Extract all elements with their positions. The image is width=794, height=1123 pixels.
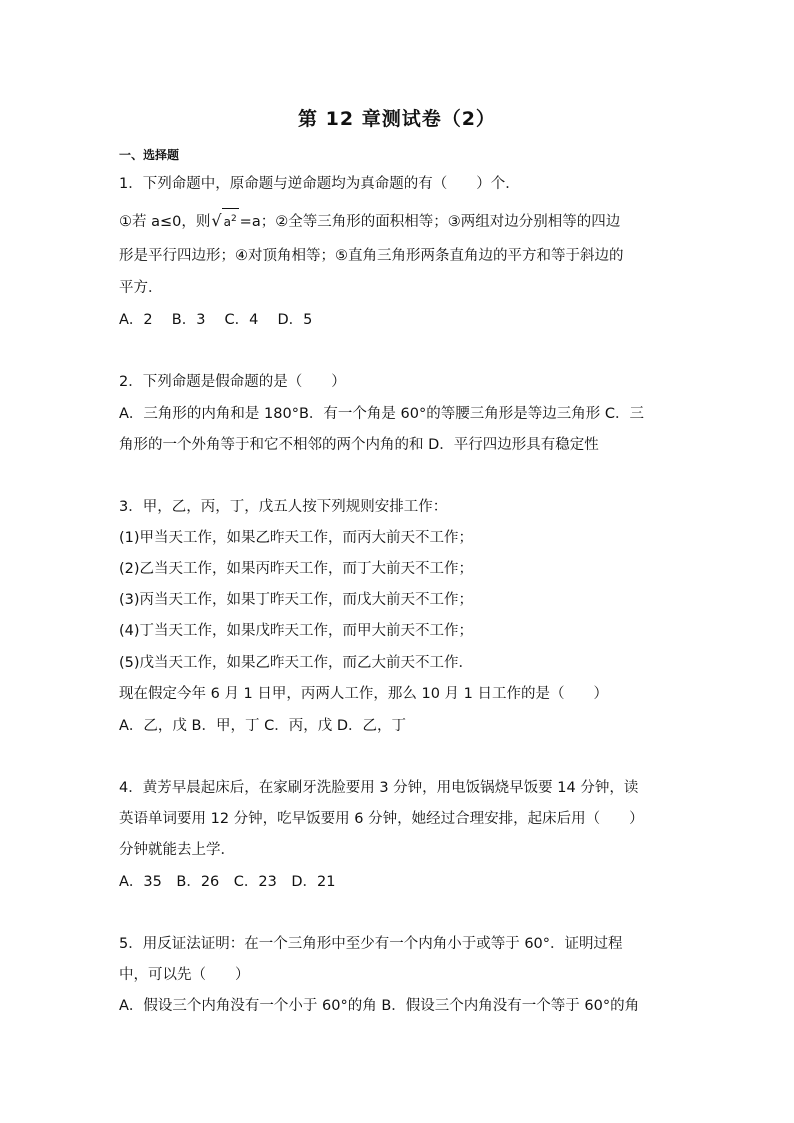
q1-options: A．2 B．3 C．4 D．5 xyxy=(119,312,313,328)
q4-line-1: 4．黄芳早晨起床后，在家刷牙洗脸要用 3 分钟，用电饭锅烧早饭要 14 分钟，读 xyxy=(119,780,639,796)
q5-line-3: A．假设三个内角没有一个小于 60°的角 B．假设三个内角没有一个等于 60°的角 xyxy=(119,998,640,1014)
q3-rule-2: (2)乙当天工作，如果丙昨天工作，而丁大前天不工作； xyxy=(119,561,474,577)
q1-line-3: 平方． xyxy=(119,280,163,296)
page-title: 第 12 章测试卷（2） xyxy=(298,108,496,130)
q1-line-1-start: ①若 a≤0，则 xyxy=(119,214,211,230)
radical-sign: √ xyxy=(211,211,222,230)
q1-line-1-end: =a；②全等三角形的面积相等；③两组对边分别相等的四边 xyxy=(239,214,621,230)
q4-line-3: 分钟就能去上学． xyxy=(119,842,235,858)
radicand-base: a xyxy=(223,215,231,229)
q2-stem: 2．下列命题是假命题的是（ ） xyxy=(119,374,346,390)
q3-stem: 3．甲，乙，丙，丁，戊五人按下列规则安排工作： xyxy=(119,499,448,515)
q4-line-2: 英语单词要用 12 分钟，吃早饭要用 6 分钟，她经过合理安排，起床后用（ ） xyxy=(119,811,644,827)
q3-rule-5: (5)戊当天工作，如果乙昨天工作，而乙大前天不工作． xyxy=(119,655,474,671)
q3-rule-4: (4)丁当天工作，如果戊昨天工作，而甲大前天不工作； xyxy=(119,623,474,639)
radicand-exponent: 2 xyxy=(230,214,237,224)
q2-line-2: 角形的一个外角等于和它不相邻的两个内角的和 D．平行四边形具有稳定性 xyxy=(119,437,599,453)
q5-line-2: 中，可以先（ ） xyxy=(119,967,250,983)
q1-line-1 xyxy=(119,208,620,232)
q3-rule-1: (1)甲当天工作，如果乙昨天工作，而丙大前天不工作； xyxy=(119,530,474,546)
q1-line-2: 形是平行四边形；④对顶角相等；⑤直角三角形两条直角边的平方和等于斜边的 xyxy=(119,248,624,264)
q4-options: A．35 B．26 C．23 D．21 xyxy=(119,874,336,890)
q1-stem: 1．下列命题中，原命题与逆命题均为真命题的有（ ）个． xyxy=(119,176,520,192)
q2-line-1: A．三角形的内角和是 180°B．有一个角是 60°的等腰三角形是等边三角形 C．三 xyxy=(119,406,644,422)
q3-question: 现在假定今年 6 月 1 日甲，丙两人工作，那么 10 月 1 日工作的是（ ） xyxy=(119,686,608,702)
radicand xyxy=(222,208,239,232)
sqrt-expression xyxy=(211,208,238,232)
section-heading: 一、选择题 xyxy=(119,148,180,162)
q5-line-1: 5．用反证法证明：在一个三角形中至少有一个内角小于或等于 60°．证明过程 xyxy=(119,936,623,952)
q3-rule-3: (3)丙当天工作，如果丁昨天工作，而戊大前天不工作； xyxy=(119,592,474,608)
q3-options: A．乙，戊 B．甲，丁 C．丙，戊 D．乙，丁 xyxy=(119,718,406,734)
